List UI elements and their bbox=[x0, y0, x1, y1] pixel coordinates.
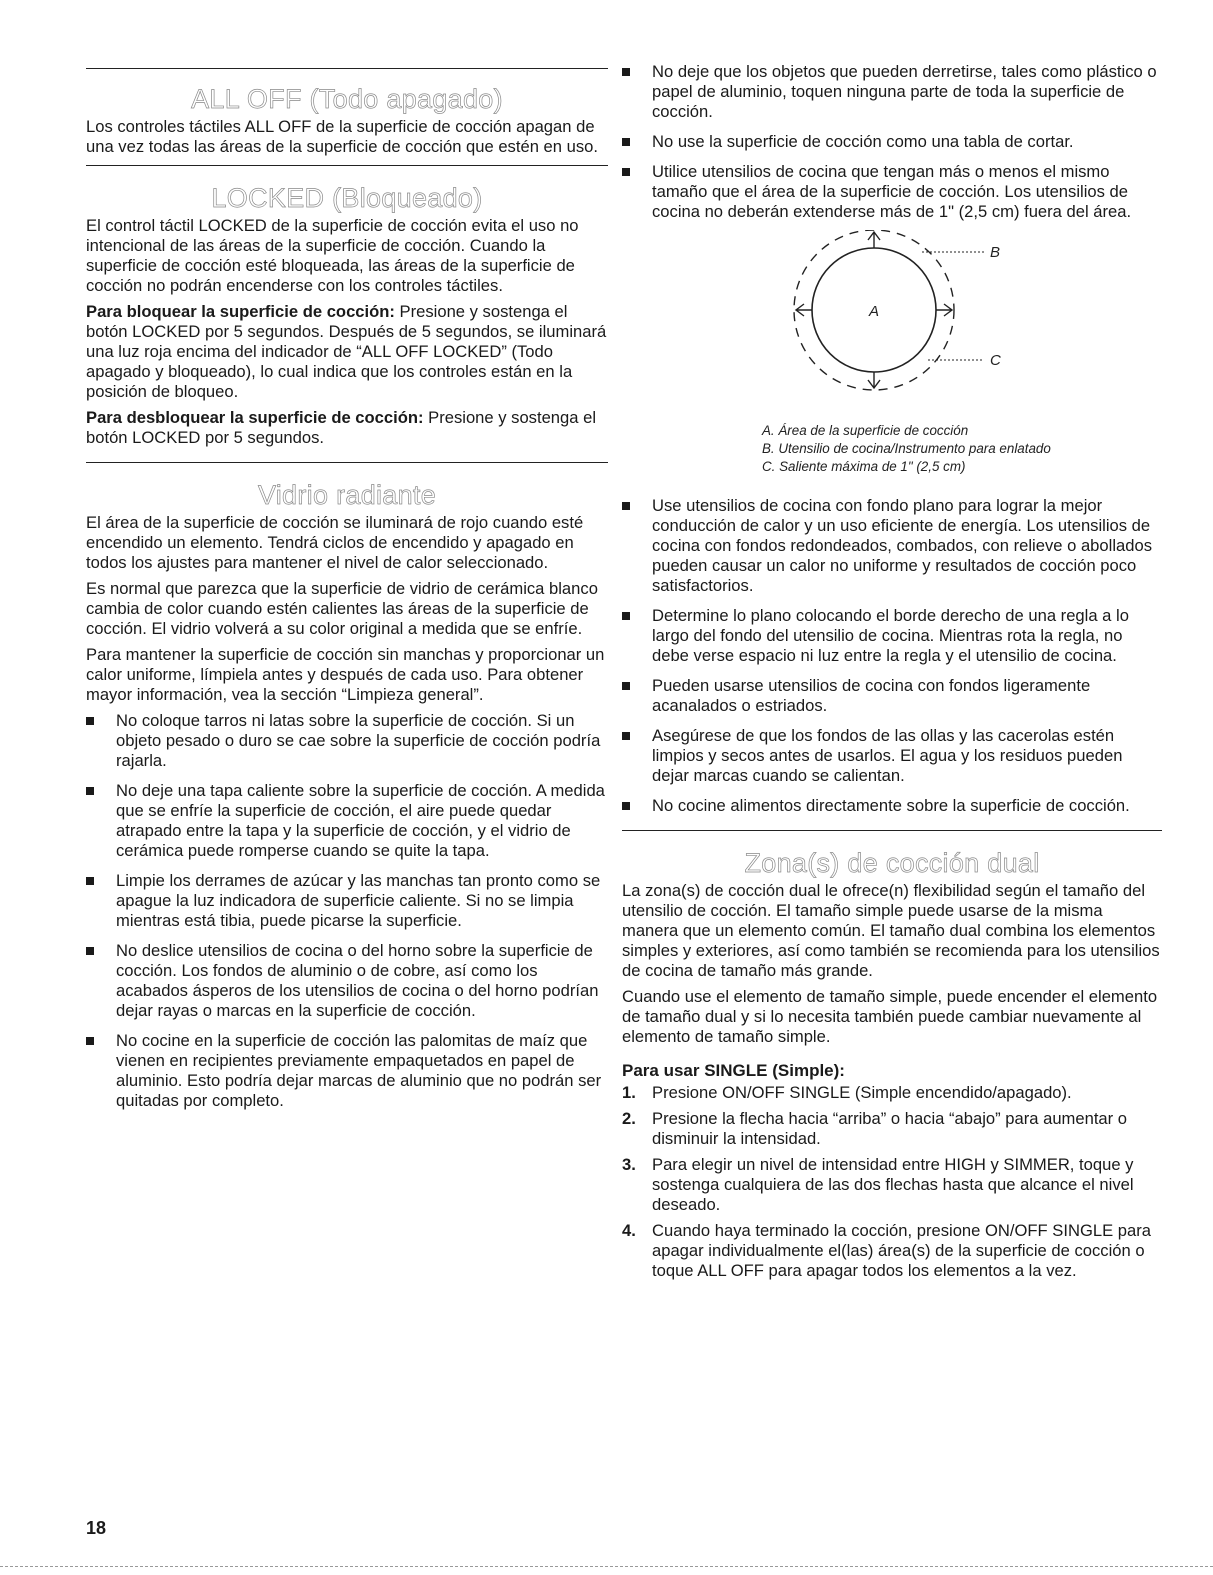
step-item: 4. Cuando haya terminado la cocción, presione ON/OFF SINGLE para apagar individualmente el(las) área(s) de la superficie de cocción o toque ALL OFF para apagar todos los elementos a la vez. bbox=[622, 1221, 1151, 1280]
label-a: A bbox=[868, 303, 880, 320]
step-item: 1. Presione ON/OFF SINGLE (Simple encendido/apagado). bbox=[622, 1083, 1072, 1102]
right-column bbox=[622, 60, 1162, 1287]
glass-paragraph-1: El área de la superficie de cocción se iluminará de rojo cuando esté encendido un elemento. Tendrá ciclos de encendido y apagado en todos los ajustes para mantener el nivel de calor seleccionado. bbox=[86, 513, 584, 572]
glass-title: Vidrio radiante bbox=[257, 480, 437, 510]
bullet-icon bbox=[86, 717, 94, 725]
unlock-label: Para desbloquear la superficie de cocción: bbox=[86, 408, 424, 427]
bullet-icon bbox=[622, 732, 630, 740]
bullet-icon bbox=[86, 947, 94, 955]
bullet-icon bbox=[622, 612, 630, 620]
single-subheading: Para usar SINGLE (Simple): bbox=[622, 1061, 845, 1080]
page-number: 18 bbox=[86, 1518, 107, 1538]
bullet-icon bbox=[622, 682, 630, 690]
section-divider bbox=[86, 462, 608, 463]
list-item: No coloque tarros ni latas sobre la superficie de cocción. Si un objeto pesado o duro se cae sobre la superficie de cocción podría rajarla. bbox=[86, 711, 608, 771]
bullet-icon bbox=[86, 1037, 94, 1045]
caption-b: B. Utensilio de cocina/Instrumento para enlatado bbox=[762, 441, 1051, 456]
list-item: No deje que los objetos que pueden derretirse, tales como plástico o papel de aluminio, toquen ninguna parte de toda la superficie de cocción. bbox=[622, 62, 1162, 122]
list-item: Use utensilios de cocina con fondo plano para lograr la mejor conducción de calor y un uso eficiente de energía. Los utensilios de cocina con fondos redondeados, combados, con relieve o abollados pueden causar un calor no uniforme y resultados de cocción poco satisfactorios. bbox=[622, 496, 1162, 596]
step-item: 2. Presione la flecha hacia “arriba” o hacia “abajo” para aumentar o disminuir la intensidad. bbox=[622, 1109, 1128, 1148]
cookware-diagram-graphic bbox=[622, 230, 1162, 416]
dual-paragraph-2: Cuando use el elemento de tamaño simple, puede encender el elemento de tamaño dual y si lo necesita también puede cambiar nuevamente al elemento de tamaño simple. bbox=[622, 987, 1158, 1046]
dual-zone-title: Zona(s) de cocción dual bbox=[744, 848, 1040, 878]
list-item: No cocine alimentos directamente sobre la superficie de cocción. bbox=[622, 796, 1162, 816]
glass-bullet-list bbox=[86, 711, 608, 1111]
list-item: Determine lo plano colocando el borde derecho de una regla a lo largo del fondo del utensilio de cocina. Mientras rota la regla, no debe verse espacio ni luz entre la regla y el utensilio de cocina. bbox=[622, 606, 1162, 666]
page-bottom-edge bbox=[0, 1566, 1213, 1567]
bullet-icon bbox=[86, 877, 94, 885]
all-off-body: Los controles táctiles ALL OFF de la superficie de cocción apagan de una vez todas las áreas de la superficie de cocción que estén en uso. bbox=[86, 117, 598, 156]
lock-label: Para bloquear la superficie de cocción: bbox=[86, 302, 395, 321]
label-b: B bbox=[990, 244, 1001, 261]
bullet-icon bbox=[622, 502, 630, 510]
cookware-bullet-list-2 bbox=[622, 496, 1162, 816]
list-item: No deje una tapa caliente sobre la superficie de cocción. A medida que se enfríe la superficie de cocción, el aire puede quedar atrapado entre la tapa y la superficie de cocción, y el vidrio de cerámica puede romperse cuando se quite la tapa. bbox=[86, 781, 608, 861]
bullet-icon bbox=[622, 138, 630, 146]
lock-instruction bbox=[86, 302, 608, 402]
list-item: No use la superficie de cocción como una tabla de cortar. bbox=[622, 132, 1162, 152]
lock-text: Presione y sostenga el botón LOCKED por 5 segundos. Después de 5 segundos, se iluminará una luz roja encima del indicador de “ALL OFF LOCKED” (Todo apagado y bloqueado), lo cual indica que los controles están en la posición de bloqueo. bbox=[86, 302, 607, 401]
locked-body: El control táctil LOCKED de la superficie de cocción evita el uso no intencional de las áreas de la superficie de cocción. Cuando la superficie de cocción esté bloqueada, las áreas de la superficie de cocción no podrán encenderse con los controles táctiles. bbox=[86, 216, 579, 295]
dual-paragraph-1: La zona(s) de cocción dual le ofrece(n) flexibilidad según el tamaño del utensilio de cocción. El tamaño simple puede usarse de la misma manera que un elemento común. El tamaño dual combina los elementos simples y exteriores, así como también se recomienda para los utensilios de cocina de tamaño más grande. bbox=[622, 881, 1160, 980]
step-item: 3. Para elegir un nivel de intensidad entre HIGH y SIMMER, toque y sostenga cualquiera de las dos flechas hasta que alcance el nivel deseado. bbox=[622, 1155, 1134, 1214]
bullet-icon bbox=[622, 68, 630, 76]
glass-paragraph-2: Es normal que parezca que la superficie de vidrio de cerámica blanco cambia de color cuando estén calientes las áreas de la superficie de cocción. El vidrio volverá a su color original a medida que se enfríe. bbox=[86, 579, 598, 638]
cookware-bullet-list bbox=[622, 62, 1162, 222]
list-item: Pueden usarse utensilios de cocina con fondos ligeramente acanalados o estriados. bbox=[622, 676, 1162, 716]
list-item: Limpie los derrames de azúcar y las manchas tan pronto como se apague la luz indicadora de superficie caliente. Si no se limpia mientras está tibia, puede picarse la superficie. bbox=[86, 871, 608, 931]
section-divider bbox=[86, 68, 608, 69]
locked-title: LOCKED (Bloqueado) bbox=[211, 183, 483, 213]
all-off-title: ALL OFF (Todo apagado) bbox=[191, 84, 503, 114]
bullet-icon bbox=[86, 787, 94, 795]
caption-a: A. Área de la superficie de cocción bbox=[762, 423, 969, 438]
bullet-icon bbox=[622, 168, 630, 176]
arrow-up-icon bbox=[868, 232, 880, 248]
single-steps bbox=[622, 1083, 1162, 1281]
list-item: No cocine en la superficie de cocción las palomitas de maíz que vienen en recipientes previamente empaquetados en papel de aluminio. Esto podría dejar marcas de aluminio que no podrán ser quitadas por completo. bbox=[86, 1031, 608, 1111]
arrow-right-icon bbox=[936, 304, 952, 316]
arrow-left-icon bbox=[796, 304, 812, 316]
section-divider bbox=[86, 165, 608, 166]
list-item: No deslice utensilios de cocina o del horno sobre la superficie de cocción. Los fondos de aluminio o de cobre, así como los acabados ásperos de los utensilios de cocina o del horno podrían dejar rayas o marcas en la superficie de cocción. bbox=[86, 941, 608, 1021]
diagram-caption bbox=[622, 422, 1162, 476]
section-divider bbox=[622, 830, 1162, 831]
cookware-diagram bbox=[622, 230, 1162, 416]
list-item: Asegúrese de que los fondos de las ollas y las cacerolas estén limpios y secos antes de usarlos. El agua y los residuos pueden dejar marcas cuando se calientan. bbox=[622, 726, 1162, 786]
unlock-instruction bbox=[86, 408, 608, 448]
unlock-text: Presione y sostenga el botón LOCKED por 5 segundos. bbox=[86, 408, 597, 447]
bullet-icon bbox=[622, 802, 630, 810]
label-c: C bbox=[990, 352, 1001, 369]
arrow-down-icon bbox=[868, 372, 880, 388]
glass-paragraph-3: Para mantener la superficie de cocción sin manchas y proporcionar un calor uniforme, límpiela antes y después de cada uso. Para obtener mayor información, vea la sección “Limpieza general”. bbox=[86, 645, 605, 704]
left-column bbox=[86, 60, 608, 1121]
caption-c: C. Saliente máxima de 1" (2,5 cm) bbox=[762, 459, 966, 474]
list-item: Utilice utensilios de cocina que tengan más o menos el mismo tamaño que el área de la superficie de cocción. Los utensilios de cocina no deberán extenderse más de 1" (2,5 cm) fuera del área. bbox=[622, 162, 1162, 222]
